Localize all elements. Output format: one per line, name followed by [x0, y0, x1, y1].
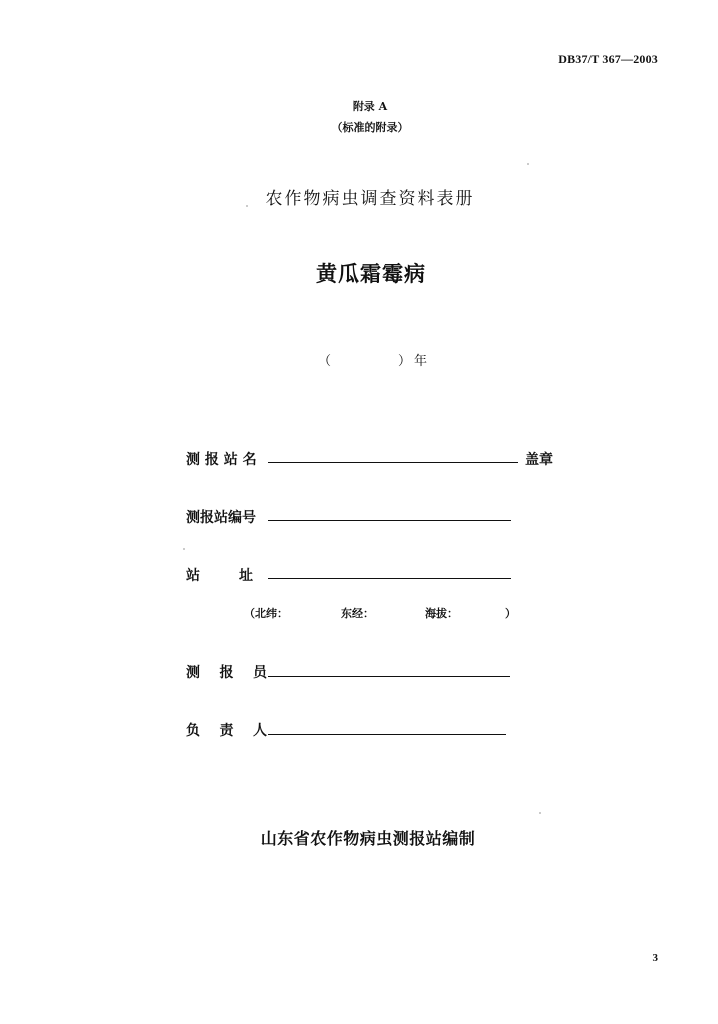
- station-number-label: 测报站编号: [186, 510, 256, 526]
- scan-speck: [183, 548, 185, 550]
- year-word: 年: [414, 354, 428, 369]
- year-paren-open: （: [318, 354, 332, 369]
- station-name-label: 测 报 站 名: [186, 452, 257, 468]
- reporter-line[interactable]: [268, 676, 510, 677]
- appendix-subtitle: （标准的附录）: [331, 121, 409, 134]
- scan-speck: [246, 205, 248, 207]
- year-paren-close: ）: [398, 354, 412, 369]
- appendix-title: 附录 A: [352, 100, 388, 113]
- address-label: 站 址: [186, 568, 253, 584]
- disease-title: 黄瓜霜霉病: [316, 261, 426, 286]
- coords-close: ）: [505, 607, 516, 620]
- address-line[interactable]: [268, 578, 511, 579]
- scan-speck: [539, 812, 541, 814]
- reporter-label: 测 报 员: [186, 665, 267, 681]
- person-in-charge-line[interactable]: [268, 734, 506, 735]
- longitude-label: 东经：: [341, 607, 374, 620]
- altitude-label: 海拔：: [425, 607, 458, 620]
- scan-speck: [527, 163, 529, 165]
- person-in-charge-label: 负 责 人: [186, 723, 267, 739]
- latitude-label: （北纬：: [244, 607, 288, 620]
- book-title: 农作物病虫调查资料表册: [265, 189, 475, 209]
- stamp-label: 盖章: [525, 452, 553, 468]
- station-number-line[interactable]: [268, 520, 511, 521]
- publisher: 山东省农作物病虫测报站编制: [260, 829, 476, 848]
- page-number: 3: [652, 952, 658, 964]
- station-name-line[interactable]: [268, 462, 518, 463]
- standard-code: DB37/T 367—2003: [558, 52, 658, 66]
